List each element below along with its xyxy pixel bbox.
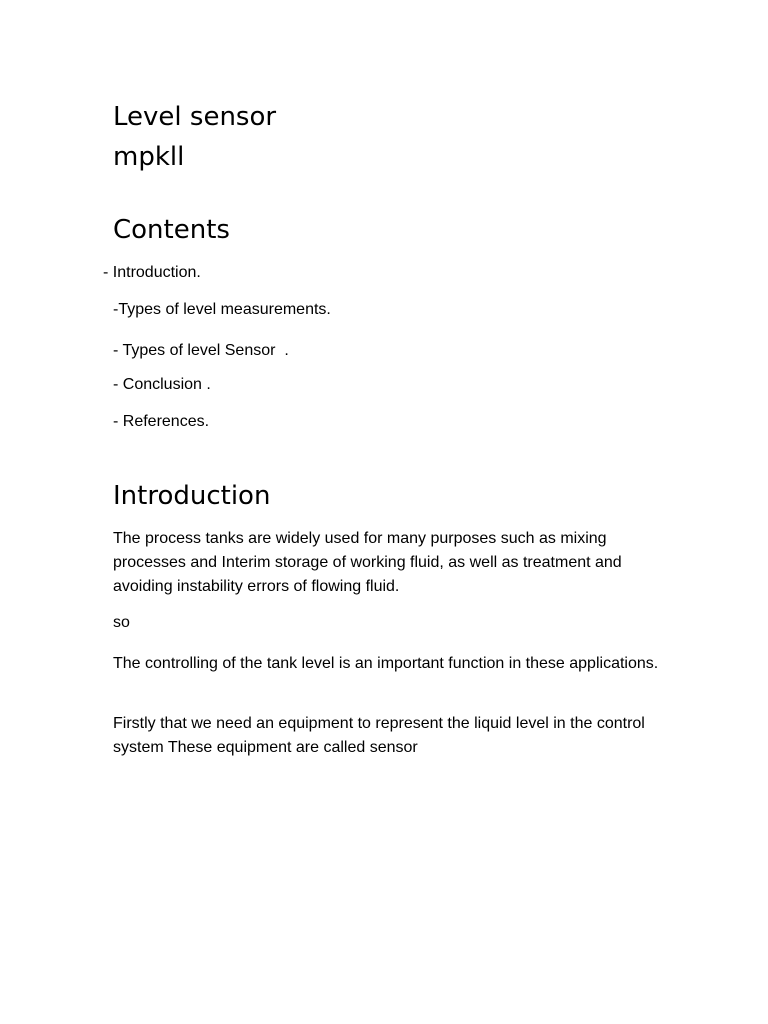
introduction-heading: Introduction <box>113 481 271 511</box>
intro-paragraph-process-tanks: The process tanks are widely used for many purposes such as mixing processes and Interim storage of working fluid, as well as treatment and avoiding instability errors of flowing fluid. <box>113 530 622 595</box>
contents-item-conclusion: - Conclusion . <box>113 376 211 393</box>
document-subtitle: mpkll <box>113 142 185 172</box>
contents-heading: Contents <box>113 215 230 245</box>
contents-item-types-of-level-measurements: -Types of level measurements. <box>113 301 331 318</box>
document-title: Level sensor <box>113 102 277 132</box>
contents-item-references: - References. <box>113 413 210 430</box>
intro-paragraph-firstly: Firstly that we need an equipment to represent the liquid level in the control system These equipment are called sensor <box>113 715 645 756</box>
intro-paragraph-so: so <box>113 614 130 631</box>
contents-item-types-of-level-sensor: - Types of level Sensor . <box>113 342 289 359</box>
intro-paragraph-controlling: The controlling of the tank level is an important function in these applications. <box>113 655 659 672</box>
contents-item-introduction: - Introduction. <box>103 264 201 281</box>
